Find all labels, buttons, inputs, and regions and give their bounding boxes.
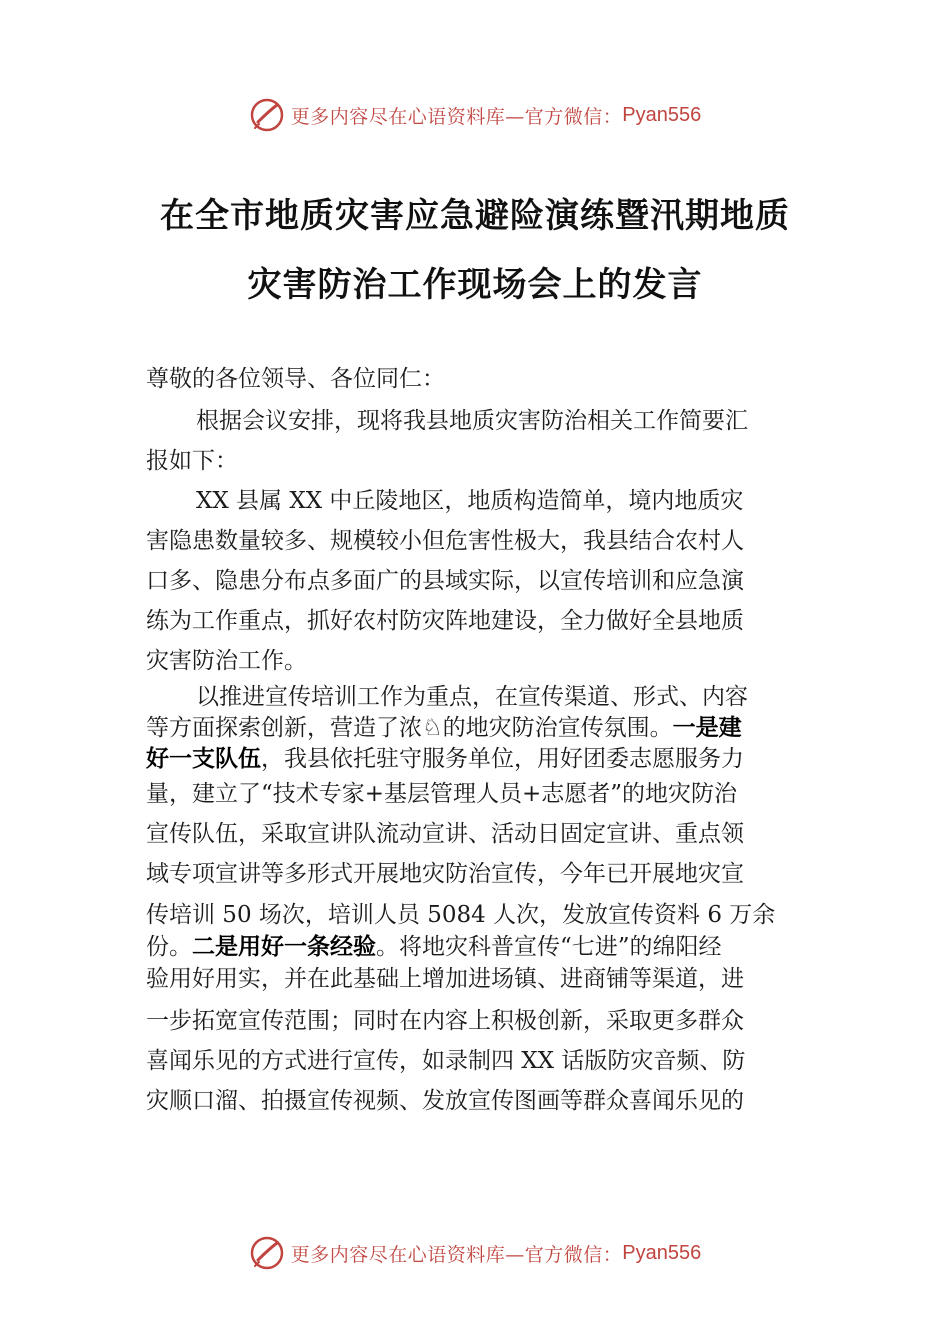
watermark-text: 更多内容尽在心语资料库—官方微信： (290, 105, 623, 128)
watermark-handle: Pyan556 (622, 1241, 702, 1264)
paragraph-line (146, 740, 744, 773)
paragraph-line: 量，建立了“技术专家+基层管理人员+志愿者”的地灾防治 (146, 781, 738, 807)
paragraph-line (146, 928, 722, 961)
bold-heading-text: 一是建 (672, 715, 742, 741)
line-text: 份。 (146, 934, 192, 960)
paragraph-line (146, 709, 742, 742)
line-text: ，我县依托驻守服务单位，用好团委志愿服务力 (261, 746, 744, 772)
line-text: 。将地灾科普宣传“七进”的绵阳经 (376, 934, 722, 960)
brush-logo-icon (249, 1235, 285, 1271)
paragraph-line: 传培训 50 场次，培训人员 5084 人次，发放宣传资料 6 万余 (146, 902, 776, 928)
paragraph-line: 报如下： (146, 448, 238, 474)
line-text: 等方面探索创新，营造了浓♘的地灾防治宣传氛围。 (146, 715, 673, 741)
paragraph-line: 域专项宣讲等多形式开展地灾防治宣传，今年已开展地灾宣 (146, 861, 744, 887)
watermark-text: 更多内容尽在心语资料库—官方微信： (290, 1243, 623, 1266)
salutation: 尊敬的各位领导、各位同仁： (146, 366, 445, 392)
document-title-line-1: 在全市地质灾害应急避险演练暨汛期地质 (160, 196, 790, 236)
paragraph-line: 灾顺口溜、拍摄宣传视频、发放宣传图画等群众喜闻乐见的 (146, 1088, 744, 1114)
paragraph-line: 一步拓宽宣传范围；同时在内容上积极创新，采取更多群众 (146, 1008, 744, 1034)
bold-heading-text: 二是用好一条经验 (192, 934, 376, 960)
header-watermark (0, 95, 950, 135)
brush-logo-icon (249, 97, 285, 133)
paragraph-line: 宣传队伍，采取宣讲队流动宣讲、活动日固定宣讲、重点领 (146, 821, 744, 847)
paragraph-line: 根据会议安排，现将我县地质灾害防治相关工作简要汇 (196, 408, 748, 434)
watermark-handle: Pyan556 (622, 103, 702, 126)
paragraph-line: 害隐患数量较多、规模较小但危害性极大，我县结合农村人 (146, 528, 744, 554)
document-title-line-2: 灾害防治工作现场会上的发言 (247, 265, 703, 305)
paragraph-line: 练为工作重点，抓好农村防灾阵地建设，全力做好全县地质 (146, 608, 744, 634)
paragraph-line: 喜闻乐见的方式进行宣传，如录制四 XX 话版防灾音频、防 (146, 1048, 746, 1074)
paragraph-line: XX 县属 XX 中丘陵地区，地质构造简单，境内地质灾 (196, 488, 744, 514)
paragraph-line: 以推进宣传培训工作为重点，在宣传渠道、形式、内容 (196, 684, 748, 710)
footer-watermark (0, 1233, 950, 1273)
paragraph-line: 口多、隐患分布点多面广的县域实际，以宣传培训和应急演 (146, 568, 744, 594)
bold-heading-text: 好一支队伍 (146, 746, 261, 772)
paragraph-line: 灾害防治工作。 (146, 648, 307, 674)
paragraph-line: 验用好用实，并在此基础上增加进场镇、进商铺等渠道，进 (146, 966, 744, 992)
